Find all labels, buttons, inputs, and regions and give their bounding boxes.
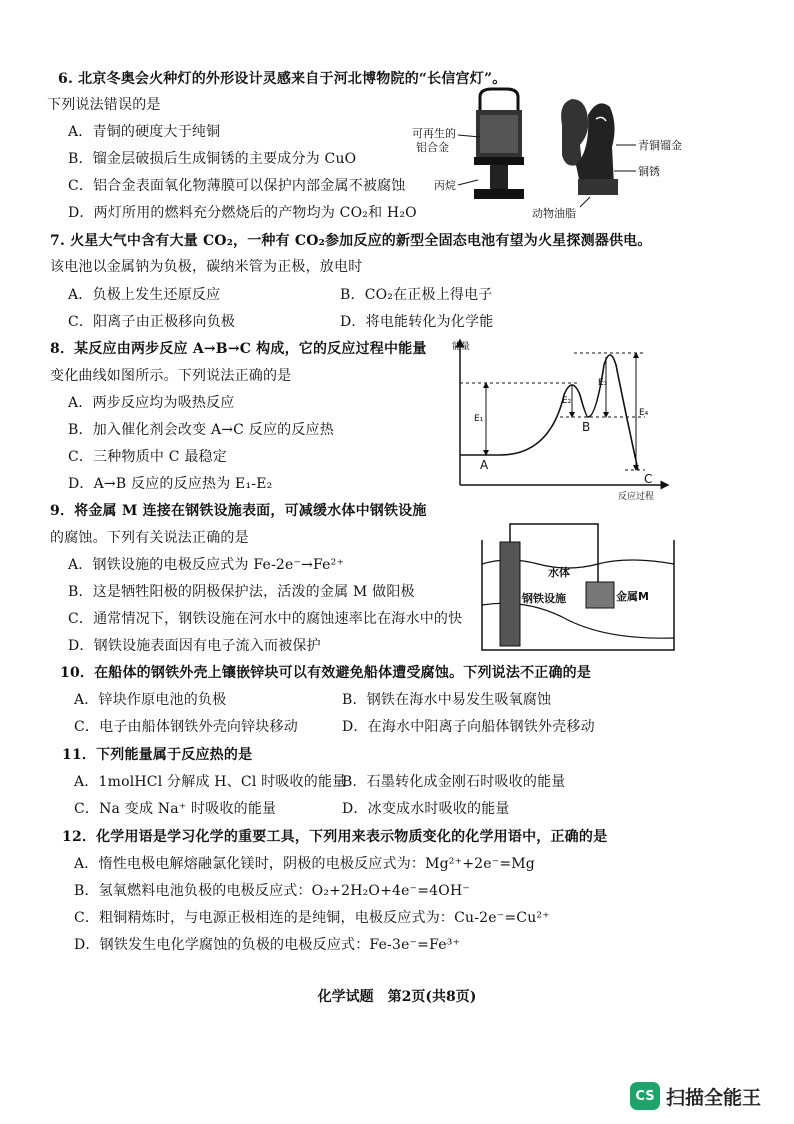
camscanner-text: 扫描全能王 xyxy=(666,1086,762,1109)
q12-stem: 12．化学用语是学习化学的重要工具，下列用来表示物质变化的化学用语中，正确的是 xyxy=(62,829,608,845)
q8-label-e4: E₄ xyxy=(639,408,649,418)
camscanner-logo-icon: CS xyxy=(630,1082,660,1110)
q9-stem-2: 的腐蚀。下列有关说法正确的是 xyxy=(50,530,249,546)
q10-stem: 10．在船体的钢铁外壳上镶嵌锌块可以有效避免船体遭受腐蚀。下列说法不正确的是 xyxy=(60,665,592,681)
q9-option-d: D．钢铁设施表面因有电子流入而被保护 xyxy=(68,638,321,654)
q6-stem: 6. 北京冬奥会火种灯的外形设计灵感来自于河北博物院的“长信宫灯”。 xyxy=(58,71,507,87)
q8-label-e2: E₂ xyxy=(562,396,572,406)
q9-option-a: A．钢铁设施的电极反应式为 Fe-2e⁻→Fe²⁺ xyxy=(68,557,345,573)
camscanner-watermark xyxy=(630,1080,761,1112)
q7-stem-2: 该电池以金属钠为负极，碳纳米管为正极，放电时 xyxy=(50,259,363,275)
q6-label-alloy: 可再生的 xyxy=(412,127,456,140)
q8-label-b: B xyxy=(582,420,591,434)
q12-option-a: A．惰性电极电解熔融氯化镁时，阴极的电极反应式为：Mg²⁺+2e⁻=Mg xyxy=(74,856,535,872)
q8-x-label: 反应过程 xyxy=(618,492,655,502)
q8-option-a: A．两步反应均为吸热反应 xyxy=(68,395,235,411)
q6-lamp-figure xyxy=(410,85,710,225)
q10-option-d: D．在海水中阳离子向船体钢铁外壳移动 xyxy=(342,719,595,735)
q12-option-b: B．氢氧燃料电池负极的电极反应式：O₂+2H₂O+4e⁻=4OH⁻ xyxy=(74,883,470,899)
q9-stem: 9．将金属 M 连接在钢铁设施表面，可减缓水体中钢铁设施 xyxy=(50,503,427,519)
q7-option-a: A．负极上发生还原反应 xyxy=(68,287,221,303)
q9-metal-m xyxy=(586,582,614,608)
q9-protection-figure xyxy=(478,520,678,655)
q6-stem-2: 下列说法错误的是 xyxy=(47,97,161,113)
q6-label-alloy-2: 铝合金 xyxy=(416,141,449,154)
q10-option-c: C．电子由船体钢铁外壳向锌块移动 xyxy=(74,719,298,735)
q8-option-b: B．加入催化剂会改变 A→C 反应的反应热 xyxy=(68,422,334,438)
q8-stem: 8．某反应由两步反应 A→B→C 构成，它的反应过程中能量 xyxy=(50,341,427,357)
q9-label-steel: 钢铁设施 xyxy=(522,592,566,605)
q6-label-bronze: 青铜镏金 xyxy=(638,139,682,152)
q7-option-d: D．将电能转化为化学能 xyxy=(340,314,494,330)
q6-option-b: B．镏金层破损后生成铜锈的主要成分为 CuO xyxy=(68,151,357,167)
q9-steel-pillar xyxy=(500,542,520,646)
q11-stem: 11．下列能量属于反应热的是 xyxy=(62,747,253,763)
q12-option-c: C．粗铜精炼时，与电源正极相连的是纯铜，电极反应式为：Cu-2e⁻=Cu²⁺ xyxy=(74,910,550,926)
q7-option-c: C．阳离子由正极移向负极 xyxy=(68,314,236,330)
q8-y-label: 能量 xyxy=(452,342,471,352)
q6-label-fat: 动物油脂 xyxy=(532,207,576,220)
q9-option-c: C．通常情况下，钢铁设施在河水中的腐蚀速率比在海水中的快 xyxy=(68,611,463,627)
q8-label-e1: E₁ xyxy=(474,414,484,424)
q10-option-a: A．锌块作原电池的负极 xyxy=(74,692,227,708)
page-footer: 化学试题 第2页(共8页) xyxy=(317,989,477,1005)
q7-option-b: B．CO₂在正极上得电子 xyxy=(340,287,493,303)
q8-stem-2: 变化曲线如图所示。下列说法正确的是 xyxy=(50,368,292,384)
q8-label-a: A xyxy=(480,458,489,472)
q6-option-a: A．青铜的硬度大于纯铜 xyxy=(68,124,221,140)
q10-option-b: B．钢铁在海水中易发生吸氧腐蚀 xyxy=(342,692,552,708)
q11-option-d: D．冰变成水时吸收的能量 xyxy=(342,801,510,817)
q6-option-d: D．两灯所用的燃料充分燃烧后的产物均为 CO₂和 H₂O xyxy=(68,205,417,221)
q6-label-propane: 丙烷 xyxy=(434,179,456,192)
q9-option-b: B．这是牺牲阳极的阴极保护法，活泼的金属 M 做阳极 xyxy=(68,584,415,600)
q8-label-e3: E₃ xyxy=(598,378,608,388)
q6-label-rust: 铜锈 xyxy=(638,165,660,178)
q11-option-c: C．Na 变成 Na⁺ 时吸收的能量 xyxy=(74,801,277,817)
q6-option-c: C．铝合金表面氧化物薄膜可以保护内部金属不被腐蚀 xyxy=(68,178,406,194)
q8-energy-curve xyxy=(460,355,638,470)
q11-option-b: B．石墨转化成金刚石时吸收的能量 xyxy=(342,774,566,790)
q7-stem: 7. 火星大气中含有大量 CO₂，一种有 CO₂参加反应的新型全固态电池有望为火星探测器供电。 xyxy=(50,233,652,249)
q9-label-metal: 金属M xyxy=(616,590,649,603)
q11-option-a: A．1molHCl 分解成 H、Cl 时吸收的能量 xyxy=(74,774,347,790)
q9-label-water: 水体 xyxy=(548,566,570,579)
q8-energy-diagram xyxy=(440,335,680,505)
q8-option-d: D．A→B 反应的反应热为 E₁-E₂ xyxy=(68,476,273,492)
q8-label-c: C xyxy=(644,472,653,486)
q12-option-d: D．钢铁发生电化学腐蚀的负极的电极反应式：Fe-3e⁻=Fe³⁺ xyxy=(74,937,461,953)
q8-option-c: C．三种物质中 C 最稳定 xyxy=(68,449,227,465)
